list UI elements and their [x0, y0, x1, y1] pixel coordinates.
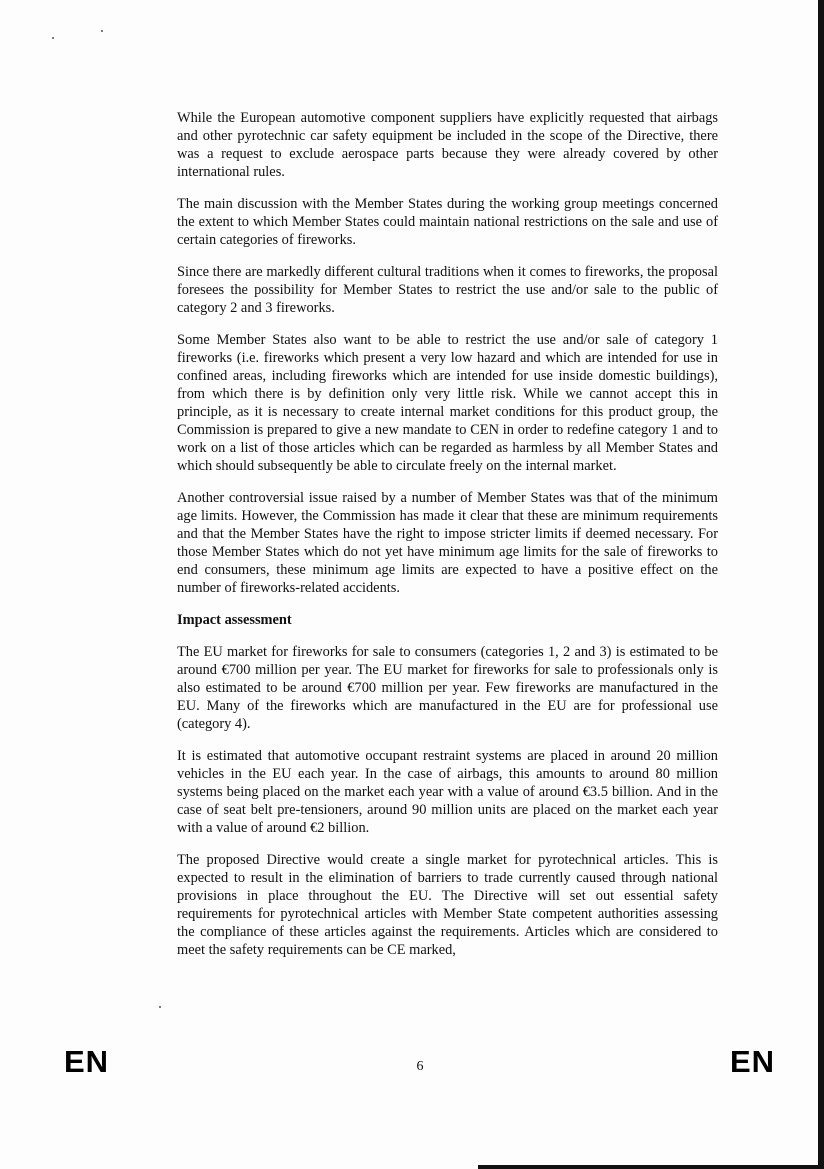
scan-speck [101, 30, 103, 32]
page-number: 6 [416, 1059, 424, 1074]
scan-edge-bottom [478, 1165, 824, 1169]
document-body [177, 109, 718, 973]
section-heading: Impact assessment [177, 612, 292, 628]
scan-speck [52, 37, 54, 39]
scan-speck [159, 1006, 161, 1008]
paragraph: While the European automotive component suppliers have explicitly requested that airbags and other pyrotechnic car safety equipment be included in the scope of the Directive, there was a request to exclude aerospace parts because they were already covered by other international rules. [177, 110, 718, 180]
language-code-left: EN [64, 1044, 110, 1079]
paragraph: The proposed Directive would create a single market for pyrotechnical articles. This is expected to result in the elimination of barriers to trade currently caused through national provisions in place throughout the EU. The Directive will set out essential safety requirements for pyrotechnical articles with Member State competent authorities assessing the compliance of these articles against the requirements. Articles which are considered to meet the safety requirements can be CE marked, [177, 852, 718, 958]
language-code-right: EN [730, 1044, 776, 1079]
paragraph: It is estimated that automotive occupant restraint systems are placed in around 20 million vehicles in the EU each year. In the case of airbags, this amounts to around 80 million systems being placed on the market each year with a value of around €3.5 billion. And in the case of seat belt pre-tensioners, around 90 million units are placed on the market each year with a value of around €2 billion. [177, 748, 718, 836]
paragraph: Since there are markedly different cultural traditions when it comes to fireworks, the proposal foresees the possibility for Member States to restrict the use and/or sale to the public of category 2 and 3 fireworks. [177, 264, 718, 316]
paragraph: Some Member States also want to be able to restrict the use and/or sale of category 1 fireworks (i.e. fireworks which present a very low hazard and which are intended for use in confined areas, including fireworks which are intended for use inside domestic buildings), from which there is by definition only very little risk. While we cannot accept this in principle, as it is necessary to create internal market conditions for this product group, the Commission is prepared to give a new mandate to CEN in order to redefine category 1 and to work on a list of those articles which can be regarded as harmless by all Member States and which should subsequently be able to circulate freely on the internal market. [177, 332, 718, 474]
paragraph: The main discussion with the Member States during the working group meetings concerned the extent to which Member States could maintain national restrictions on the sale and use of certain categories of fireworks. [177, 196, 718, 248]
paragraph: The EU market for fireworks for sale to consumers (categories 1, 2 and 3) is estimated to be around €700 million per year. The EU market for fireworks for sale to professionals only is also estimated to be around €700 million per year. Few fireworks are manufactured in the EU. Many of the fireworks which are manufactured in the EU are for professional use (category 4). [177, 644, 718, 732]
scan-edge-right [818, 0, 824, 1169]
paragraph: Another controversial issue raised by a number of Member States was that of the minimum age limits. However, the Commission has made it clear that these are minimum requirements and that the Member States have the right to impose stricter limits if deemed necessary. For those Member States which do not yet have minimum age limits for the sale of fireworks to end consumers, these minimum age limits are expected to have a positive effect on the number of fireworks-related accidents. [177, 490, 718, 596]
